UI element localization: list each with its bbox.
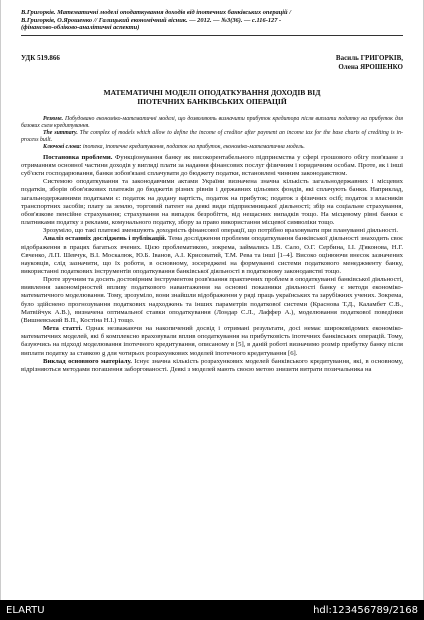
keywords-text: іпотека, іпотечне кредитування, податок на прибуток, економіко-математична модель. [81, 143, 305, 150]
udc-code: УДК 519.866 [21, 53, 60, 62]
abstract-en-label: The summary. [43, 129, 78, 136]
author-2: Олена ЯРОШЕНКО [338, 62, 403, 71]
footer-handle: hdl:123456789/2168 [313, 604, 418, 616]
heading-goal: Мета статті. [43, 325, 83, 333]
heading-problem: Постановка проблеми. [43, 153, 113, 161]
footer-repository: ELARTU [6, 604, 45, 616]
body-text [21, 154, 403, 374]
paragraph-problem-text: Функціонування банку як високорентабельного підприємства у сфері грошового обігу пов'язане з отриманням основної частини доходів у вигляді плати за надання фінансових послуг фізичним і юридичним особам. Проте, як і інші суб'єкти господарювання, банки зобов'язані сплачувати до бюджету податки, встановлені чинним законодавством. [21, 153, 404, 178]
title-line-1: МАТЕМАТИЧНІ МОДЕЛІ ОПОДАТКУВАННЯ ДОХОДІВ ВІД [103, 87, 321, 97]
running-head-line-3: (фінансово-обліково-аналітичні аспекти) [21, 24, 140, 32]
title-line-2: ІПОТЕЧНИХ БАНКІВСЬКИХ ОПЕРАЦІЙ [137, 96, 287, 106]
abstract-ua-text: Побудовано економіко-математичні моделі, що дозволяють визначити прибуток кредитора після виплати податку на прибуток для базових схем кредитування. [21, 115, 403, 129]
abstract-ua [21, 116, 403, 130]
footer-bar [0, 600, 424, 620]
abstract [21, 116, 403, 151]
paragraph-analysis-text: Тема дослідження проблеми оподаткування банківської діяльності знаходить своє відображення в працях багатьох вчених. Цією проблематикою, зокрема, займались І.В. Сало, О.Г. Сербина, І.І. Д'яконова, Н.Г. Євченко, Л.П. Шевчук, В.І. Москалюк, Ю.Б. Іванов, А.І. Крисоватий, Т.М. Рева та інші [1–4]. Високо оцінюючи внесок зазначених науковців, слід зазначити, що їх роботи, в основному, зосереджені на формуванні системи податкового менеджменту банку, використанні податкових інструментів оподаткування банківської діяльності в податковому законодавстві тощо. [21, 235, 403, 275]
paper-title [21, 88, 403, 106]
paragraph-main [21, 358, 403, 374]
running-head-line-1: В.Григорків. Математичні моделі оподаткування доходів від іпотечних банківських операцій / [21, 9, 291, 16]
paragraph-taxes: Системою оподаткування та законодавчими актами України визначена значна кількість загальнодержавних і місцевих податків, зборів обов'язкових платежів до бюджетів різних рівнів і державних цільових фондів, які сплачують банки. Наприклад, загальнодержавними податками є: податок на додану вартість, податок на прибуток; податок з фізичних осіб; податок з власників транспортних засобів; плату за землю, торговий патент на деякі види підприємницької діяльності; збір на соціальне страхування, обов'язкове пенсійне страхування; страхування на випадок безробіття, від нещасних випадків тощо. На місцевому рівні банки є платниками податку з реклами, комунального податку, збору за право використання місцевої символіки тощо. [21, 178, 403, 227]
udc-author-row [21, 54, 403, 72]
author-1: Василь ГРИГОРКІВ, [335, 53, 403, 62]
abstract-en-text: The complex of models which allow to define the income of creditor after payment an income tax for the base charts of crediting is in-process built. [21, 129, 403, 143]
keywords-label: Ключові слова: [43, 143, 82, 150]
authors [336, 54, 403, 72]
keywords [21, 144, 403, 151]
heading-main: Виклад основного матеріалу. [43, 357, 132, 365]
paragraph-modeling: Проте зручним та досить достовірним інструментом розв'язання практичних проблем в оподаткуванні банківської діяльності, виявлення закономірностей впливу податкового навантаження на основні показники діяльності банку є методи економіко-математичного моделювання. Тому, зрозуміло, вони знайшли відображення у ряді праць українських та зарубіжних учених. Зокрема, було здійснено прогнозування податкових надходжень та інших параметрів податкової системи (Краснова Т.Д., Каламбет С.В., Матвійчук А.В.), визначена оптимальної ставки оподаткування (Лондар С.Л., Лаффер А.), моделювання податкової поведінки (Вишневський В.П., Костіна Н.І.) тощо. [21, 276, 403, 324]
paragraph-problem [21, 154, 403, 178]
heading-analysis: Аналіз останніх досліджень і публікацій. [43, 235, 167, 243]
paragraph-payments: Зрозуміло, що такі платежі зменшують доходність фінансової операції, що потрібно враховувати при плануванні діяльності. [43, 227, 399, 235]
paragraph-main-text: Існує значна кількість розрахункових моделей банківського кредитування, які, в основному, відрізняються методами погашення заборгованості. Деякі з моделей мають своєю метою знизити витрати позичальника на [21, 357, 403, 373]
running-head [21, 9, 403, 36]
running-head-line-2: В.Григорків, О.Ярошенко // Галицький економічний вісник. — 2012. — №3(36). — с.116-127 - [21, 16, 282, 24]
abstract-ua-label: Резюме. [43, 115, 64, 122]
abstract-en [21, 130, 403, 144]
paragraph-analysis [21, 235, 403, 276]
paragraph-goal-text: Однак незважаючи на накопичений досвід і отримані результати, досі немає широковідомих економіко-математичних моделей, які б комплексно враховували вплив оподаткування на прибутковість іпотечних банківських операцій. Тому, базуючись на підході моделювання іпотечного кредитування, описаному в [5], в даній роботі визначимо розмір прибутку банку після виплати податку за ставкою g для чотирьох розрахункових моделей іпотечного кредитування [6]. [21, 325, 403, 357]
paragraph-goal [21, 325, 403, 358]
